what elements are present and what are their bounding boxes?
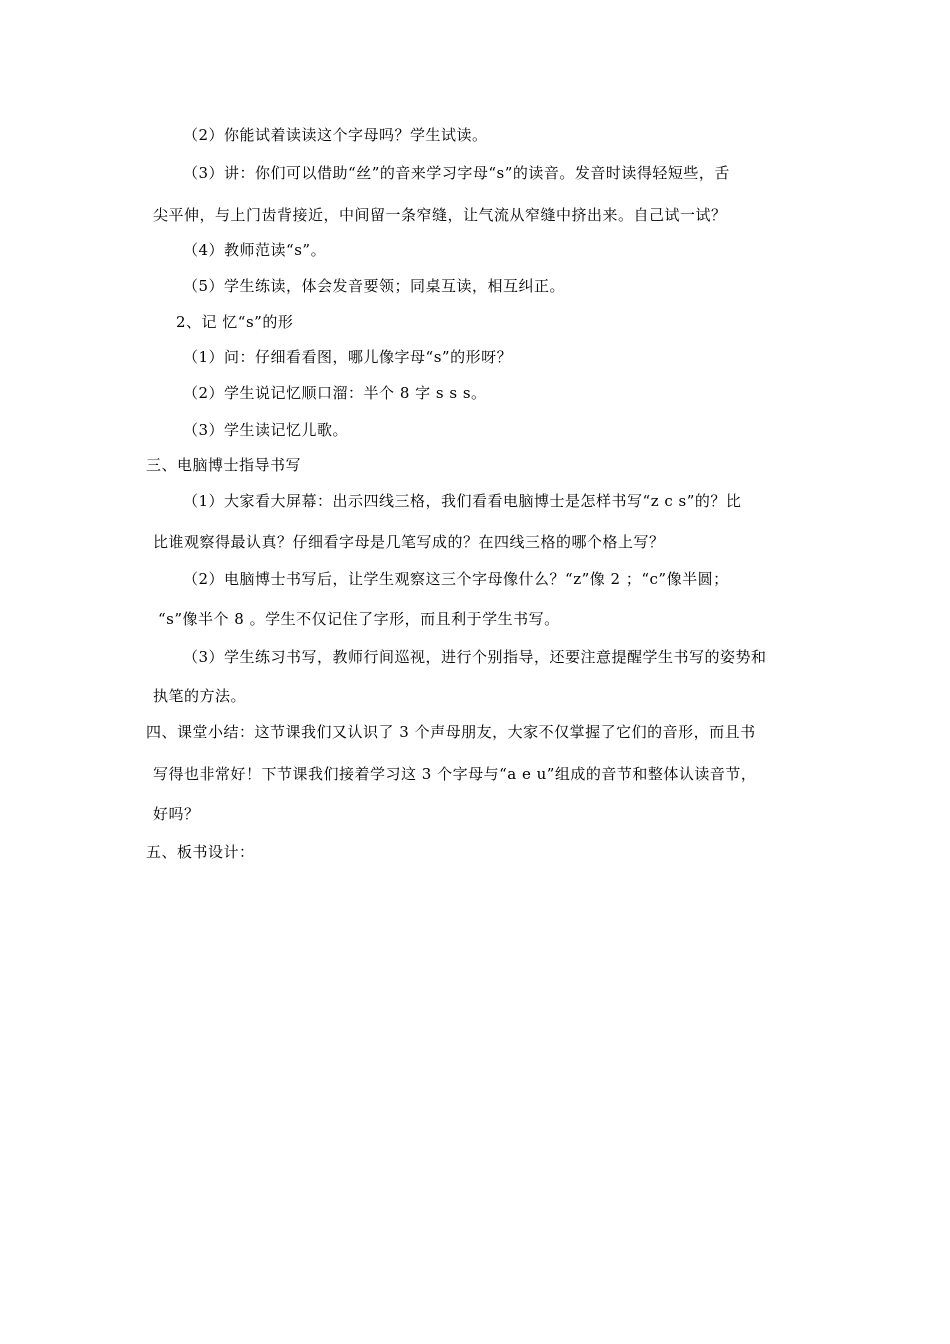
text-line: （3）讲：你们可以借助“丝”的音来学习字母“s”的读音。发音时读得轻短些，舌 [183, 164, 730, 182]
text-line: （1）问：仔细看看图，哪儿像字母“s”的形呀？ [183, 348, 513, 366]
text-line: （5）学生练读，体会发音要领；同桌互读，相互纠正。 [183, 277, 566, 295]
text-line: （4）教师范读“s”。 [183, 241, 327, 259]
text-line: （3）学生练习书写，教师行间巡视，进行个别指导，还要注意提醒学生书写的姿势和 [183, 648, 767, 666]
text-line: 好吗？ [153, 805, 200, 823]
text-line: 尖平伸，与上门齿背接近，中间留一条窄缝，让气流从窄缝中挤出来。自己试一试？ [153, 206, 727, 224]
text-line: （2）你能试着读读这个字母吗？学生试读。 [183, 126, 488, 144]
text-line: （2）电脑博士书写后，让学生观察这三个字母像什么？“z”像 2 ；“c”像半圆； [183, 570, 729, 588]
text-line: 写得也非常好！下节课我们接着学习这 3 个字母与“a e u”组成的音节和整体认读音节， [153, 765, 757, 783]
section-heading: 三、电脑博士指导书写 [146, 456, 302, 474]
text-line: （3）学生读记忆儿歌。 [183, 421, 349, 439]
text-line: （2）学生说记忆顺口溜：半个 8 字 s s s。 [183, 384, 487, 402]
section-heading: 2、记 忆“s”的形 [176, 313, 294, 331]
section-heading: 四、课堂小结：这节课我们又认识了 3 个声母朋友，大家不仅掌握了它们的音形，而且书 [146, 723, 756, 741]
text-line: 比谁观察得最认真？仔细看字母是几笔写成的？在四线三格的哪个格上写？ [153, 533, 665, 551]
section-heading: 五、板书设计： [146, 843, 255, 861]
text-line: 执笔的方法。 [153, 687, 247, 705]
text-line: “s”像半个 8 。学生不仅记住了字形，而且利于学生书写。 [158, 610, 560, 628]
text-line: （1）大家看大屏幕：出示四线三格，我们看看电脑博士是怎样书写“z c s”的？比 [183, 492, 742, 510]
